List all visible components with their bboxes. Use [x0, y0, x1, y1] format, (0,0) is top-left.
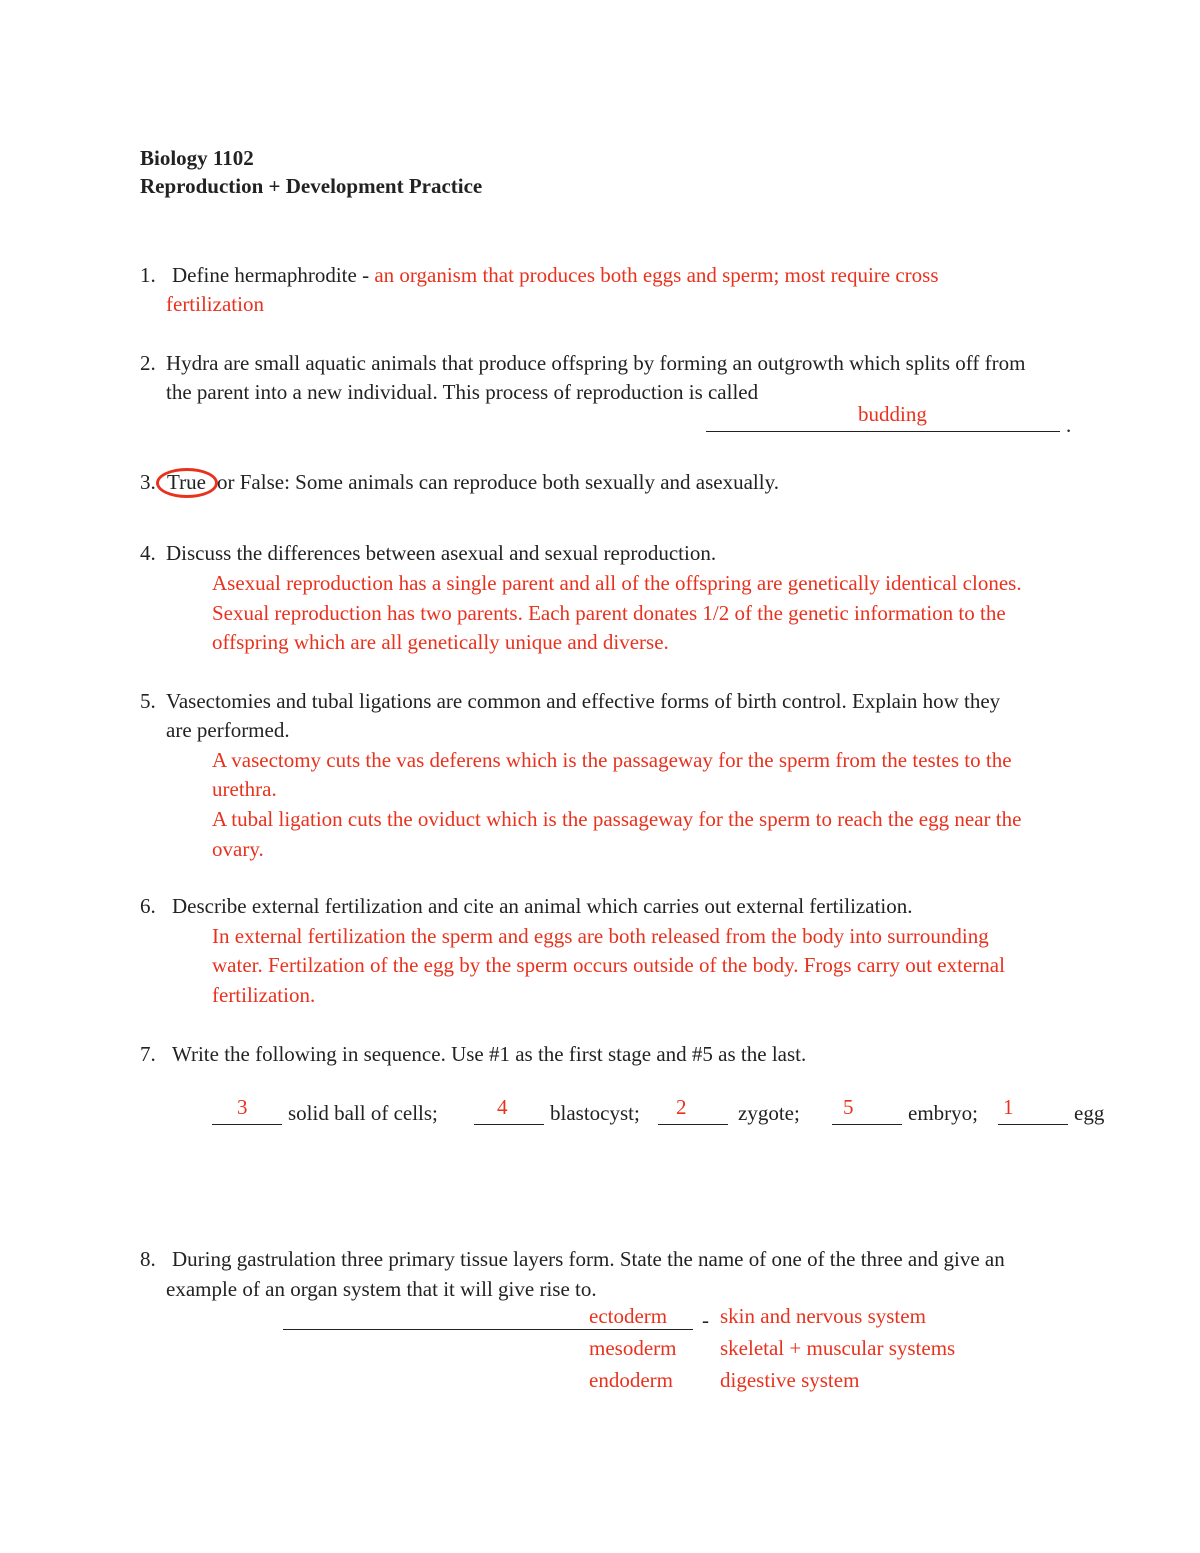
question-text: During gastrulation three primary tissue layers form. State the name of one of the three and give an [172, 1247, 1005, 1271]
answer-text: budding [858, 402, 927, 426]
answer-text: Sexual reproduction has two parents. Each parent donates 1/2 of the genetic information to the [212, 601, 1006, 625]
answer-text: urethra. [212, 777, 277, 801]
answer-text: fertilization [166, 292, 264, 316]
question-text: Write the following in sequence. Use #1 as the first stage and #5 as the last. [172, 1042, 807, 1066]
answer-text: water. Fertilzation of the egg by the sperm occurs outside of the body. Frogs carry out external [212, 953, 1005, 977]
answer-text: offspring which are all genetically unique and diverse. [212, 630, 669, 654]
germ-layer-name: mesoderm [589, 1336, 677, 1360]
course-title: Biology 1102 [140, 146, 254, 170]
sequence-item-label: embryo; [908, 1101, 978, 1125]
question-number: 5. [140, 689, 156, 713]
question-text: Describe external fertilization and cite an animal which carries out external fertilization. [172, 894, 913, 918]
question-number: 6. [140, 894, 156, 918]
question-text: example of an organ system that it will give rise to. [166, 1277, 597, 1301]
question-text: Vasectomies and tubal ligations are common and effective forms of birth control. Explain how they [166, 689, 1001, 713]
organ-system: skeletal + muscular systems [720, 1336, 956, 1360]
worksheet-title: Reproduction + Development Practice [140, 174, 483, 198]
question-number: 7. [140, 1042, 156, 1066]
organ-system: digestive system [720, 1368, 860, 1392]
answer-text: ovary. [212, 837, 264, 861]
answer-blank [212, 1124, 282, 1125]
answer-blank [832, 1124, 902, 1125]
question-text: Hydra are small aquatic animals that produce offspring by forming an outgrowth which splits off from [166, 351, 1026, 375]
answer-text: In external fertilization the sperm and eggs are both released from the body into surrounding [212, 924, 989, 948]
sequence-answer: 3 [237, 1095, 248, 1119]
sequence-item-label: egg [1074, 1101, 1105, 1125]
germ-layer-name: endoderm [589, 1368, 673, 1392]
question-number: 3. [140, 470, 156, 494]
answer-text: A vasectomy cuts the vas deferens which is the passageway for the sperm from the testes to the [212, 748, 1012, 772]
answer-text: an organism that produces both eggs and sperm; most require cross [374, 263, 939, 287]
answer-blank [658, 1124, 728, 1125]
organ-system: skin and nervous system [720, 1304, 926, 1328]
answer-text: Asexual reproduction has a single parent and all of the offspring are genetically identical clones. [212, 571, 1022, 595]
dash-separator: - [702, 1308, 709, 1332]
sequence-answer: 1 [1003, 1095, 1014, 1119]
question-prompt: Define hermaphrodite - [172, 263, 375, 287]
answer-blank [474, 1124, 544, 1125]
sequence-item-label: solid ball of cells; [288, 1101, 438, 1125]
question-number: 8. [140, 1247, 156, 1271]
answer-circle [156, 468, 218, 498]
answer-blank [998, 1124, 1068, 1125]
sequence-answer: 5 [843, 1095, 854, 1119]
question-text: or False: Some animals can reproduce both sexually and asexually. [217, 470, 779, 494]
sequence-item-label: zygote; [738, 1101, 800, 1125]
answer-blank [706, 431, 1060, 432]
question-text: Discuss the differences between asexual and sexual reproduction. [166, 541, 717, 565]
answer-text: fertilization. [212, 983, 316, 1007]
question-line [172, 260, 939, 290]
sentence-period: . [1066, 413, 1072, 437]
question-text: are performed. [166, 718, 290, 742]
sequence-answer: 4 [497, 1095, 508, 1119]
question-number: 1. [140, 263, 156, 287]
sequence-item-label: blastocyst; [550, 1101, 640, 1125]
question-number: 2. [140, 351, 156, 375]
question-text: the parent into a new individual. This process of reproduction is called [166, 380, 759, 404]
germ-layer-name: ectoderm [589, 1304, 668, 1328]
sequence-answer: 2 [676, 1095, 687, 1119]
question-number: 4. [140, 541, 156, 565]
true-option: True [167, 470, 206, 494]
answer-text: A tubal ligation cuts the oviduct which is the passageway for the sperm to reach the egg near the [212, 807, 1022, 831]
